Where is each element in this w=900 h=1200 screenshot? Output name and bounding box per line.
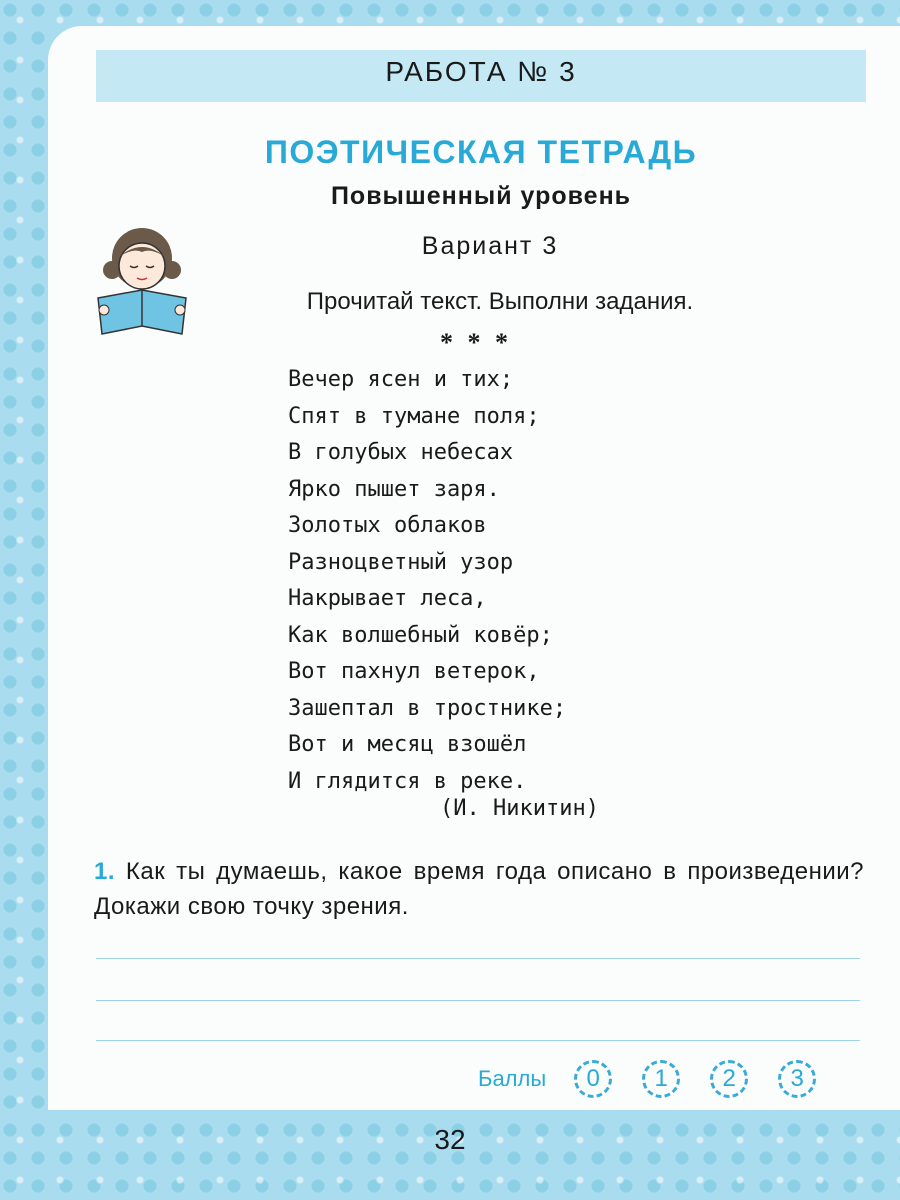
poem-line: Вечер ясен и тих; <box>288 367 514 392</box>
variant-label: Вариант 3 <box>421 232 559 260</box>
poem-line: Ярко пышет заря. <box>288 476 500 502</box>
section-title: ПОЭТИЧЕСКАЯ ТЕТРАДЬ <box>264 134 698 170</box>
poem-line: Накрывает леса, <box>288 586 487 611</box>
question-text: Как ты думаешь, какое время года описано в произведении? Докажи свою точку зрения. <box>94 858 864 920</box>
page-number: 32 <box>434 1124 466 1155</box>
poem-stars: * * * <box>440 328 512 357</box>
answer-line[interactable] <box>96 958 860 959</box>
poem-line: Вот пахнул ветерок, <box>288 659 540 684</box>
score-selector <box>478 1060 816 1098</box>
poem-line: Спят в тумане поля; <box>288 403 540 429</box>
poem-line: Как волшебный ковёр; <box>288 622 553 648</box>
poem-line: Зашептал в тростнике; <box>288 695 567 721</box>
poem-line: И глядится в реке. <box>288 768 527 794</box>
poem-line: Золотых облаков <box>288 513 487 538</box>
poem-line: Вот и месяц взошёл <box>288 732 527 757</box>
poem-text <box>288 362 566 800</box>
score-option-1[interactable]: 1 <box>642 1060 680 1098</box>
poem-author: (И. Никитин) <box>440 796 599 821</box>
difficulty-level: Повышенный уровень <box>330 182 632 210</box>
score-label: Баллы <box>478 1066 547 1091</box>
answer-line[interactable] <box>96 1000 860 1001</box>
score-option-3[interactable]: 3 <box>778 1060 816 1098</box>
answer-line[interactable] <box>96 1040 860 1041</box>
poem-line: Разноцветный узор <box>288 549 514 575</box>
score-option-0[interactable]: 0 <box>574 1060 612 1098</box>
girl-reading-book-icon <box>90 218 194 342</box>
question-1 <box>94 854 864 924</box>
poem-line: В голубых небесах <box>288 440 514 465</box>
question-number: 1. <box>94 858 116 885</box>
work-title: РАБОТА № 3 <box>385 56 577 87</box>
instruction-text: Прочитай текст. Выполни задания. <box>306 288 694 315</box>
score-option-2[interactable]: 2 <box>710 1060 748 1098</box>
